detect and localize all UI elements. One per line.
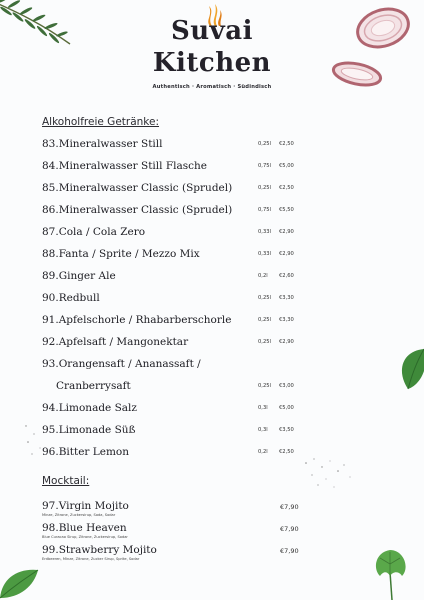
menu-item <box>42 500 382 517</box>
basil-leaf-decoration <box>394 345 424 393</box>
item-price: €2,90 <box>279 251 294 257</box>
item-name: 91.Apfelschorle / Rhabarberschorle <box>42 314 232 326</box>
item-description: Erdbeeren, Minze, Zitrone, Zucker Sirup, Sprite, Sodar <box>42 557 140 561</box>
item-volume: 0,25l <box>258 141 271 147</box>
brand-tagline: Authentisch · Aromatisch · Südindisch <box>152 84 272 90</box>
item-name: 90.Redbull <box>42 292 100 304</box>
item-name: 88.Fanta / Sprite / Mezzo Mix <box>42 248 200 260</box>
section-title-softdrinks: Alkoholfreie Getränke: <box>42 116 160 128</box>
item-volume: 0,75l <box>258 163 271 169</box>
item-volume: 0,33l <box>258 251 271 257</box>
item-volume: 0,75l <box>258 207 271 213</box>
item-price: €5,00 <box>279 163 294 169</box>
menu-item <box>42 544 382 561</box>
item-description: Minze, Zitrone, Zuckersirup, Soda, Sodar <box>42 513 116 517</box>
item-description: Blue Curacao Sirup, Zitrone, Zuckersirup, Sodar <box>42 535 128 539</box>
item-volume: 0,25l <box>258 317 271 323</box>
mint-leaf-decoration <box>0 560 46 600</box>
item-name: 89.Ginger Ale <box>42 270 116 282</box>
item-price: €2,60 <box>279 273 294 279</box>
item-volume: 0,25l <box>258 185 271 191</box>
item-price: €3,30 <box>279 295 294 301</box>
menu-item <box>42 424 382 440</box>
spice-speckles-decoration <box>20 420 50 460</box>
item-volume: 0,3l <box>258 405 268 411</box>
item-name: 95.Limonade Süß <box>42 424 136 436</box>
item-price: €5,00 <box>279 405 294 411</box>
item-name: 94.Limonade Salz <box>42 402 137 414</box>
item-name: Cranberrysaft <box>56 380 131 392</box>
item-volume: 0,2l <box>258 273 268 279</box>
item-price: €2,50 <box>279 449 294 455</box>
menu-item <box>42 226 382 242</box>
item-name: 85.Mineralwasser Classic (Sprudel) <box>42 182 233 194</box>
item-name: 92.Apfelsaft / Mangonektar <box>42 336 189 348</box>
item-volume: 0,25l <box>258 383 271 389</box>
parsley-decoration <box>368 542 414 600</box>
menu-item <box>42 292 382 308</box>
item-name: 96.Bitter Lemon <box>42 446 130 458</box>
menu-item <box>42 270 382 286</box>
item-name: 86.Mineralwasser Classic (Sprudel) <box>42 204 233 216</box>
item-name: 93.Orangensaft / Ananassaft / <box>42 358 201 370</box>
item-name: 97.Virgin Mojito <box>42 500 129 512</box>
menu-item <box>42 138 382 154</box>
menu-item <box>42 248 382 264</box>
item-price: €2,90 <box>279 229 294 235</box>
item-price: €7,90 <box>280 525 299 533</box>
menu-item <box>42 522 382 539</box>
item-volume: 0,2l <box>258 449 268 455</box>
menu-item <box>42 160 382 176</box>
menu-item <box>42 336 382 352</box>
brand-name-line1: Suvai <box>170 16 253 46</box>
item-name: 84.Mineralwasser Still Flasche <box>42 160 207 172</box>
item-name: 99.Strawberry Mojito <box>42 544 157 556</box>
item-name: 87.Cola / Cola Zero <box>42 226 146 238</box>
item-name: 98.Blue Heaven <box>42 522 127 534</box>
item-price: €7,90 <box>280 503 299 511</box>
item-price: €3,50 <box>279 427 294 433</box>
menu-item <box>42 358 382 374</box>
menu-item <box>42 380 382 396</box>
item-volume: 0,25l <box>258 339 271 345</box>
item-price: €2,50 <box>279 185 294 191</box>
section-title-mocktails: Mocktail: <box>42 475 90 487</box>
brand-name-line2: Kitchen <box>152 48 272 78</box>
menu-item <box>42 182 382 198</box>
item-volume: 0,25l <box>258 295 271 301</box>
item-name: 83.Mineralwasser Still <box>42 138 163 150</box>
menu-item <box>42 204 382 220</box>
spice-speckles-decoration <box>300 455 360 495</box>
item-volume: 0,3l <box>258 427 268 433</box>
menu-item <box>42 314 382 330</box>
menu-item <box>42 402 382 418</box>
item-price: €2,50 <box>279 141 294 147</box>
item-price: €3,00 <box>279 383 294 389</box>
item-price: €3,30 <box>279 317 294 323</box>
item-price: €7,90 <box>280 547 299 555</box>
item-price: €2,90 <box>279 339 294 345</box>
item-price: €5,50 <box>279 207 294 213</box>
item-volume: 0,33l <box>258 229 271 235</box>
